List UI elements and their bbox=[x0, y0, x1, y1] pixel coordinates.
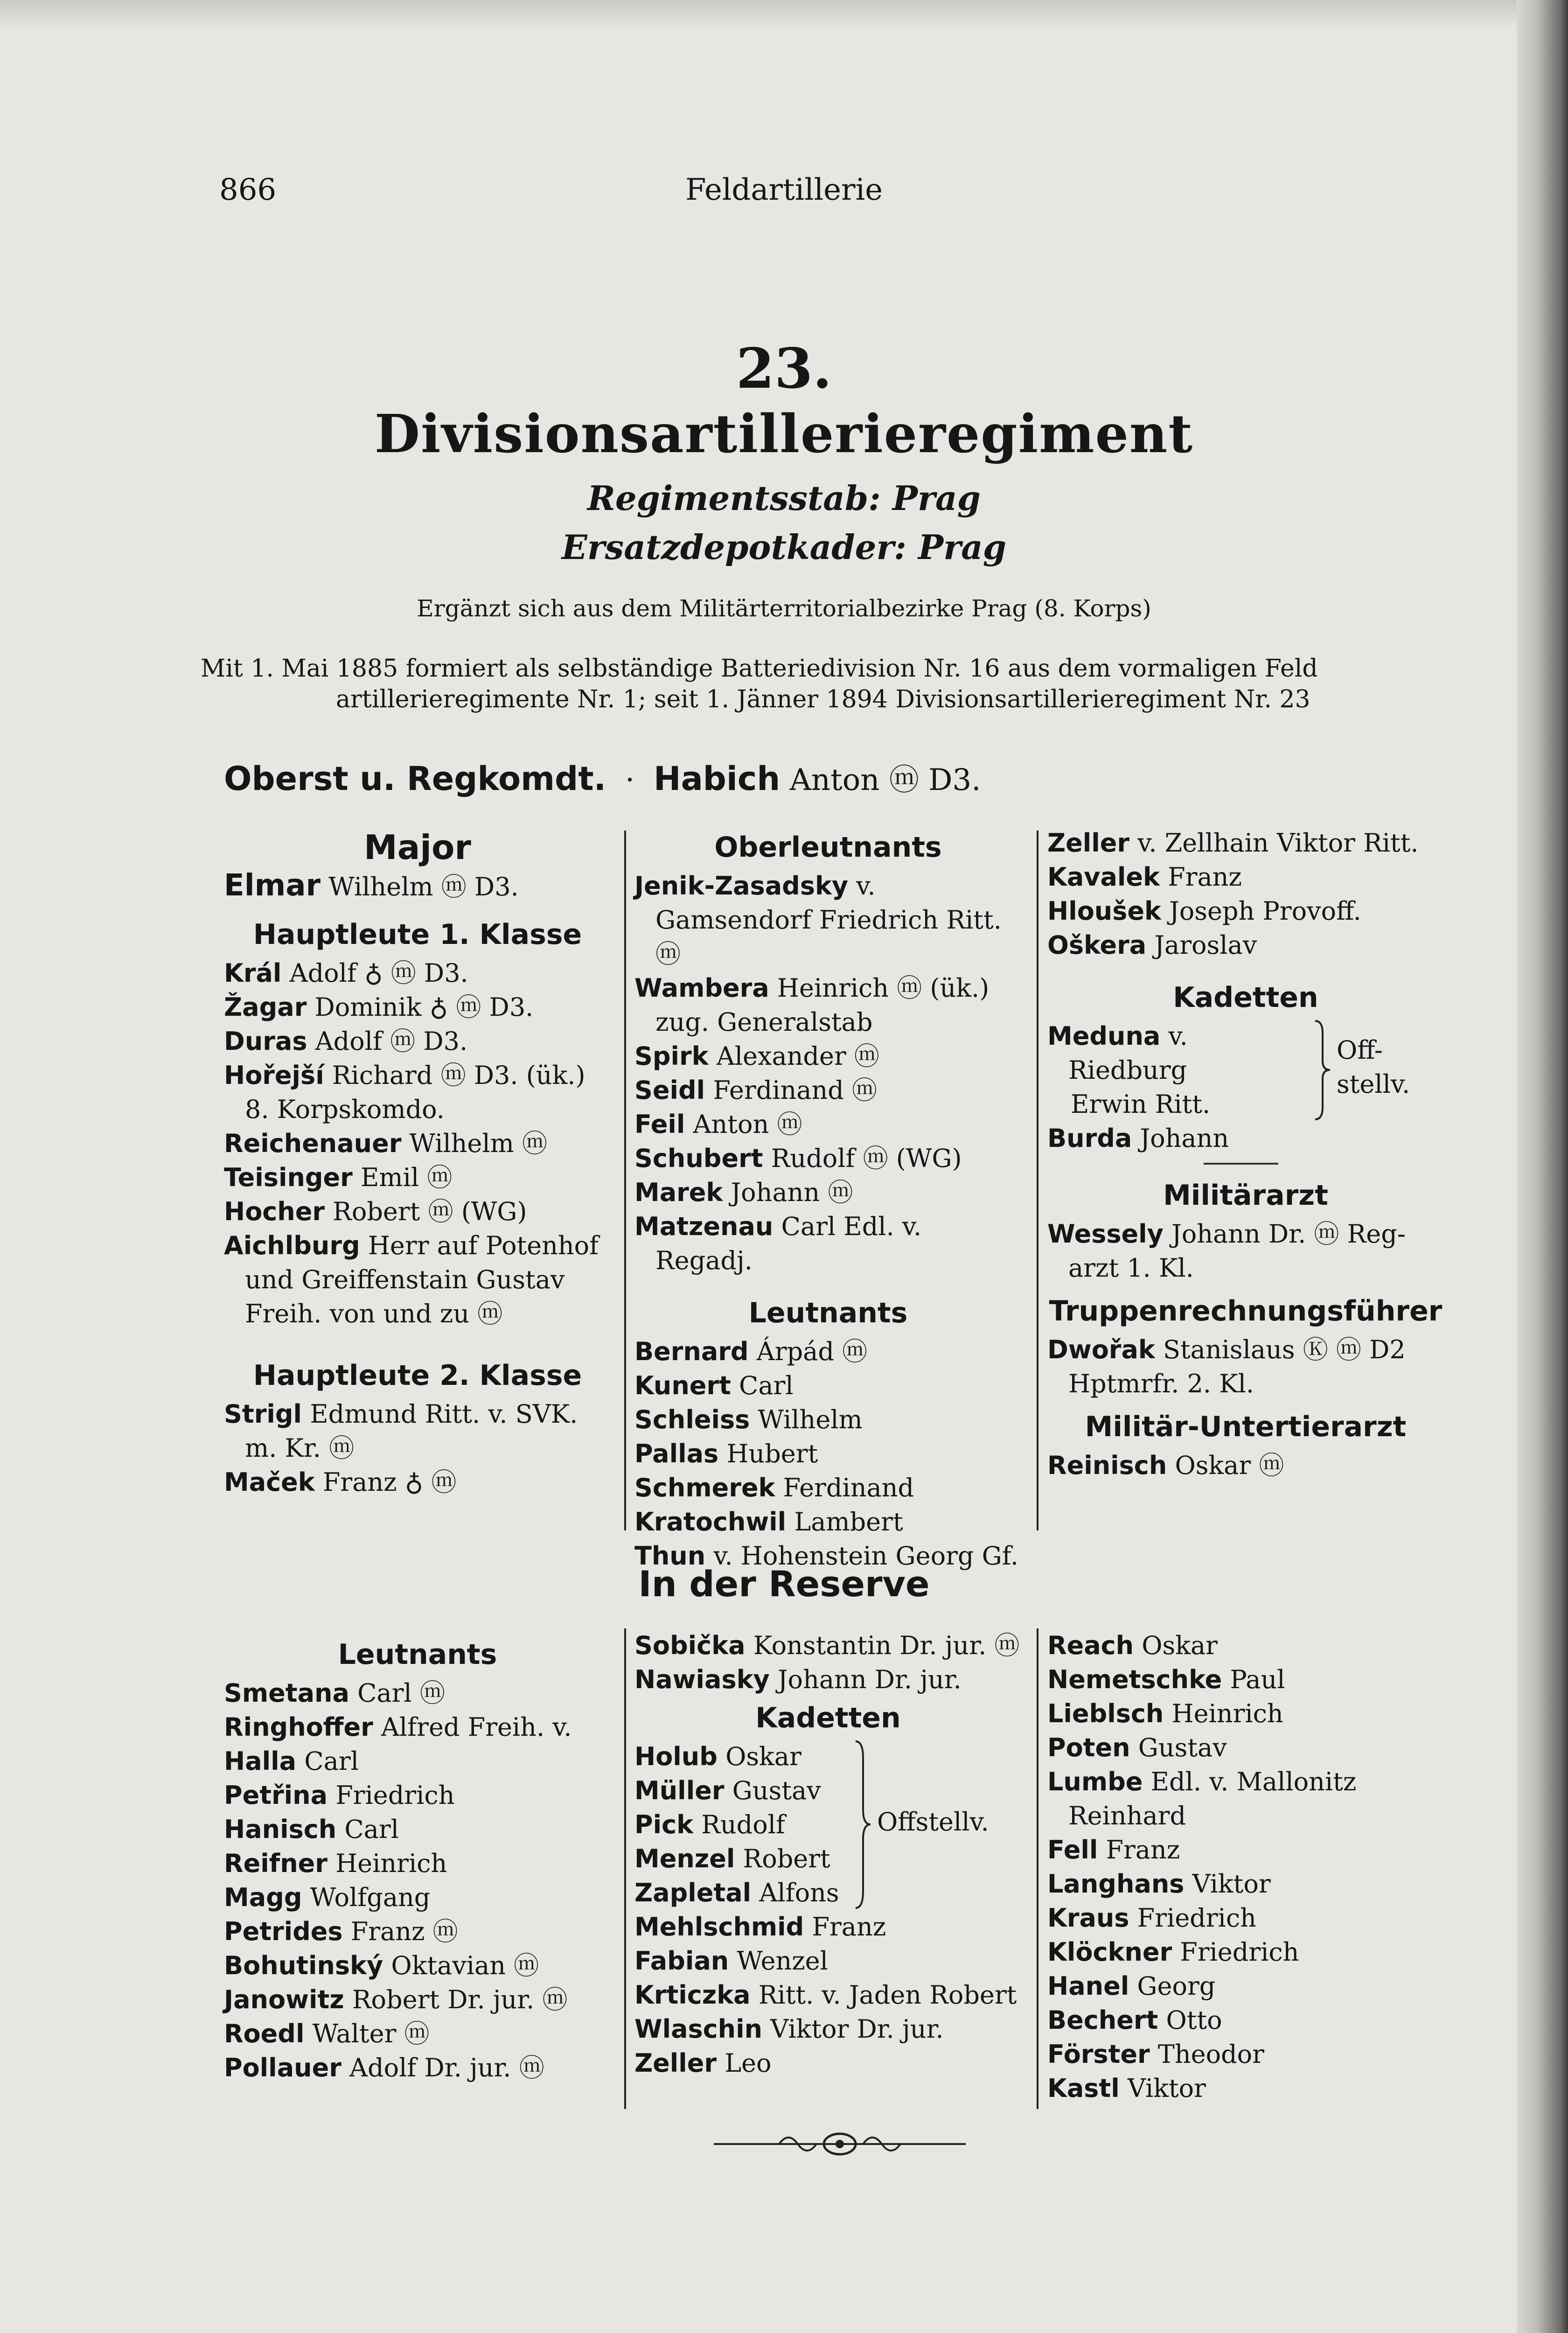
list-item bbox=[634, 1334, 1022, 1369]
list-item bbox=[634, 971, 1022, 1039]
given-name: Friedrich bbox=[335, 1781, 455, 1810]
surname: Bechert bbox=[1047, 2005, 1158, 2035]
commander-line: Oberst u. Regkomdt. · Habich Anton ⓜ D3. bbox=[224, 760, 981, 798]
given-name: Johann bbox=[1140, 1124, 1229, 1153]
surname: Reichenauer bbox=[224, 1129, 402, 1158]
list-item bbox=[1047, 826, 1444, 860]
surname: Bohutinský bbox=[224, 1951, 383, 1980]
list-item bbox=[1047, 1901, 1444, 1935]
list-item bbox=[1047, 2037, 1444, 2071]
list-item-continuation: Erwin Ritt. bbox=[1071, 1090, 1211, 1119]
list-item bbox=[634, 1978, 1022, 2012]
commander-rest: Anton ⓜ D3. bbox=[789, 763, 981, 797]
regimental-staff-line: Regimentsstab: Prag bbox=[587, 478, 981, 518]
surname: Zeller bbox=[1047, 828, 1130, 858]
surname: Petrides bbox=[224, 1917, 343, 1946]
surname: Klöckner bbox=[1047, 1937, 1172, 1967]
list-item bbox=[634, 1505, 1022, 1539]
list-item bbox=[224, 869, 611, 904]
leutnants-list bbox=[634, 1334, 1022, 1573]
given-name: Oskar ⓜ bbox=[1175, 1451, 1284, 1480]
surname: Schubert bbox=[634, 1144, 763, 1173]
major-heading: Major bbox=[364, 828, 471, 867]
given-name: Ritt. v. Jaden Robert bbox=[758, 1980, 1017, 2010]
given-name: Johann Dr. ⓜ Reg-arzt 1. Kl. bbox=[1068, 1219, 1406, 1283]
surname: Krticzka bbox=[634, 1980, 751, 2010]
surname: Pick bbox=[634, 1810, 694, 1839]
surname: Bernard bbox=[634, 1337, 749, 1366]
active-column-2 bbox=[634, 826, 1022, 1573]
given-name: v. Riedburg bbox=[1068, 1021, 1188, 1085]
given-name: Friedrich bbox=[1180, 1937, 1299, 1967]
surname: Seidl bbox=[634, 1076, 705, 1105]
given-name: Hubert bbox=[726, 1439, 818, 1468]
oberleutnants-heading: Oberleutnants bbox=[714, 831, 942, 864]
given-name: Franz bbox=[812, 1912, 886, 1942]
list-item bbox=[224, 2017, 611, 2051]
ornament-icon bbox=[709, 2125, 970, 2163]
given-name: Friedrich bbox=[1137, 1903, 1256, 1933]
list-item bbox=[1047, 2003, 1444, 2037]
surname: Feil bbox=[634, 1110, 685, 1139]
surname: Maček bbox=[224, 1467, 315, 1497]
surname: Kraus bbox=[1047, 1903, 1129, 1933]
given-name: Johann Dr. jur. bbox=[777, 1665, 962, 1694]
given-name: Gustav bbox=[732, 1776, 821, 1805]
list-item bbox=[634, 1369, 1022, 1403]
surname: Marek bbox=[634, 1178, 723, 1207]
surname: Wessely bbox=[1047, 1219, 1164, 1249]
list-item bbox=[634, 1039, 1022, 1073]
given-name: Jaroslav bbox=[1154, 930, 1257, 960]
hauptleute-2-list bbox=[224, 1397, 611, 1499]
surname: Nawiasky bbox=[634, 1665, 770, 1694]
given-name: Carl ⓜ bbox=[357, 1678, 445, 1708]
given-name: Richard ⓜ D3. (ük.) 8. Korpskomdo. bbox=[245, 1061, 585, 1124]
surname: Roedl bbox=[224, 2019, 305, 2048]
surname: Kunert bbox=[634, 1371, 731, 1400]
reserve-kadetten-note: Offstellv. bbox=[877, 1807, 989, 1837]
given-name: Wilhelm ⓜ D3. bbox=[328, 872, 519, 901]
column-rule bbox=[1037, 831, 1038, 1530]
given-name: Theodor bbox=[1157, 2040, 1264, 2069]
surname: Lumbe bbox=[1047, 1767, 1143, 1796]
given-name: Wilhelm bbox=[758, 1405, 863, 1434]
surname: Holub bbox=[634, 1742, 718, 1771]
surname: Smetana bbox=[224, 1678, 349, 1708]
list-item bbox=[224, 1744, 611, 1778]
given-name: Franz ♁ ⓜ bbox=[322, 1467, 457, 1497]
list-item bbox=[634, 1739, 1022, 1774]
truppenrechnungsfuehrer-list bbox=[1047, 1333, 1444, 1401]
list-item bbox=[224, 1846, 611, 1880]
given-name: Herr auf Potenhof und Greiffenstain Gustav Freih. von und zu ⓜ bbox=[245, 1231, 599, 1328]
given-name: Viktor bbox=[1192, 1869, 1271, 1899]
given-name: Árpád ⓜ bbox=[756, 1337, 868, 1366]
reserve-leutnants-heading: Leutnants bbox=[338, 1638, 497, 1671]
reserve-leutnants-list bbox=[224, 1676, 611, 2085]
truppenrechnungsfuehrer-heading: Truppenrechnungsführer bbox=[1049, 1295, 1443, 1327]
short-rule bbox=[1204, 1163, 1278, 1165]
given-name: Wenzel bbox=[737, 1946, 828, 1976]
list-item bbox=[634, 869, 1022, 971]
reserve-heading: In der Reserve bbox=[638, 1563, 930, 1605]
reserve-top-list bbox=[634, 1628, 1022, 1697]
given-name: Oktavian ⓜ bbox=[391, 1951, 539, 1980]
list-item bbox=[1047, 1867, 1444, 1901]
list-item bbox=[634, 2046, 1022, 2080]
given-name: Alexander ⓜ bbox=[716, 1041, 879, 1071]
given-name: Robert bbox=[743, 1844, 830, 1873]
list-item bbox=[634, 1910, 1022, 1944]
list-item bbox=[224, 1229, 611, 1331]
given-name: Franz ⓜ bbox=[350, 1917, 458, 1946]
running-title: Feldartillerie bbox=[685, 173, 883, 207]
list-item bbox=[224, 1194, 611, 1229]
militaer-untertierarzt-list bbox=[1047, 1448, 1444, 1482]
surname: Fell bbox=[1047, 1835, 1098, 1865]
surname: Hloušek bbox=[1047, 896, 1161, 926]
surname: Janowitz bbox=[224, 1985, 344, 2014]
given-name: v. Hohenstein Georg Gf. bbox=[713, 1541, 1018, 1571]
list-item bbox=[1047, 1333, 1444, 1401]
list-item bbox=[224, 1812, 611, 1846]
list-item bbox=[634, 1471, 1022, 1505]
active-column-3 bbox=[1047, 826, 1444, 1482]
given-name: Robert ⓜ (WG) bbox=[333, 1197, 527, 1226]
reserve-column-2 bbox=[634, 1628, 1022, 2080]
commander-rank: Oberst u. Regkomdt. bbox=[224, 760, 606, 798]
given-name: Oskar bbox=[725, 1742, 801, 1771]
list-item bbox=[634, 1774, 1022, 1808]
page-number: 866 bbox=[219, 173, 277, 207]
regiment-number: 23. bbox=[736, 336, 832, 401]
surname: Spirk bbox=[634, 1041, 709, 1071]
surname: Schmerek bbox=[634, 1473, 775, 1502]
kadetten-group bbox=[1047, 1019, 1444, 1155]
surname: Reinisch bbox=[1047, 1451, 1167, 1480]
surname: Poten bbox=[1047, 1733, 1130, 1762]
given-name: Walter ⓜ bbox=[312, 2019, 430, 2048]
given-name: v. Gamsendorf Friedrich Ritt. ⓜ bbox=[655, 871, 1002, 969]
surname: Reach bbox=[1047, 1631, 1134, 1660]
surname: Müller bbox=[634, 1776, 725, 1805]
militaer-untertierarzt-heading: Militär-Untertierarzt bbox=[1085, 1411, 1407, 1443]
given-name: Adolf ⓜ D3. bbox=[315, 1027, 468, 1056]
given-name: Alfred Freih. v. bbox=[381, 1712, 572, 1742]
surname: Mehlschmid bbox=[634, 1912, 804, 1942]
given-name: Johann ⓜ bbox=[731, 1178, 853, 1207]
given-name: Rudolf ⓜ (WG) bbox=[771, 1144, 962, 1173]
list-item bbox=[1047, 1833, 1444, 1867]
top-shadow bbox=[0, 0, 1568, 28]
militaerarzt-heading: Militärarzt bbox=[1163, 1179, 1328, 1212]
formation-line-1: Mit 1. Mai 1885 formiert als selbständige Batteriedivision Nr. 16 aus dem vormaligen Feld bbox=[201, 655, 1318, 683]
oberleutnants-continued-list bbox=[1047, 826, 1444, 962]
list-item bbox=[224, 1949, 611, 1983]
surname: Matzenau bbox=[634, 1212, 774, 1241]
surname: Oškera bbox=[1047, 930, 1147, 960]
depot-line: Ersatzdepotkader: Prag bbox=[561, 527, 1007, 567]
list-item bbox=[1047, 1935, 1444, 1969]
list-item bbox=[1047, 1217, 1444, 1285]
list-item bbox=[1047, 1628, 1444, 1662]
recruitment-line: Ergänzt sich aus dem Militärterritorialbezirke Prag (8. Korps) bbox=[417, 595, 1151, 622]
list-item bbox=[634, 1403, 1022, 1437]
given-name: Heinrich bbox=[1171, 1699, 1283, 1728]
surname: Thun bbox=[634, 1541, 706, 1571]
given-name: Dominik ♁ ⓜ D3. bbox=[314, 992, 534, 1022]
list-item bbox=[224, 1983, 611, 2017]
given-name: Anton ⓜ bbox=[693, 1110, 802, 1139]
active-column-1 bbox=[224, 826, 611, 1499]
list-item bbox=[634, 1209, 1022, 1278]
commander-surname: Habich bbox=[653, 760, 781, 798]
list-item bbox=[224, 1778, 611, 1812]
list-item bbox=[634, 1662, 1022, 1697]
given-name: Stanislaus Ⓚ ⓜ D2 Hptmrfr. 2. Kl. bbox=[1068, 1335, 1406, 1398]
surname: Reifner bbox=[224, 1849, 328, 1878]
list-item bbox=[224, 1880, 611, 1914]
given-name: Heinrich ⓜ (ük.) zug. Generalstab bbox=[655, 973, 990, 1037]
list-item bbox=[1047, 860, 1444, 894]
reserve-column-1 bbox=[224, 1633, 611, 2085]
hauptleute-1-list bbox=[224, 956, 611, 1331]
given-name: Carl bbox=[304, 1746, 359, 1776]
brace-icon bbox=[1313, 1019, 1332, 1121]
list-item bbox=[1047, 1765, 1444, 1833]
surname: Menzel bbox=[634, 1844, 735, 1873]
list-item bbox=[1047, 1731, 1444, 1765]
list-item bbox=[1047, 1662, 1444, 1697]
surname: Kavalek bbox=[1047, 862, 1160, 892]
given-name: Wolfgang bbox=[310, 1883, 431, 1912]
list-item bbox=[224, 1160, 611, 1194]
oberleutnants-list bbox=[634, 869, 1022, 1278]
surname: Wambera bbox=[634, 973, 769, 1003]
list-item bbox=[224, 1397, 611, 1465]
hauptleute-2-heading: Hauptleute 2. Klasse bbox=[253, 1359, 582, 1392]
list-item bbox=[634, 1944, 1022, 1978]
given-name: Carl Edl. v. Regadj. bbox=[655, 1212, 922, 1275]
surname: Nemetschke bbox=[1047, 1665, 1222, 1694]
surname: Duras bbox=[224, 1027, 307, 1056]
given-name: Gustav bbox=[1138, 1733, 1227, 1762]
reserve-kadetten-group bbox=[634, 1739, 1022, 1910]
surname: Zeller bbox=[634, 2048, 717, 2078]
surname: Hořejší bbox=[224, 1061, 324, 1090]
list-item bbox=[1047, 894, 1444, 928]
surname: Langhans bbox=[1047, 1869, 1185, 1899]
surname: Hanisch bbox=[224, 1815, 337, 1844]
given-name: Konstantin Dr. jur. ⓜ bbox=[753, 1631, 1020, 1660]
surname: Jenik-Zasadsky bbox=[634, 871, 849, 901]
list-item bbox=[634, 1107, 1022, 1141]
reserve-kadetten-list-continued bbox=[634, 1910, 1022, 2080]
given-name: Edl. v. Mallonitz Reinhard bbox=[1068, 1767, 1357, 1830]
list-item bbox=[1047, 1019, 1309, 1087]
surname: Teisinger bbox=[224, 1163, 353, 1192]
surname: Kastl bbox=[1047, 2074, 1120, 2103]
kadetten-note: Off-stellv. bbox=[1337, 1035, 1410, 1099]
given-name: Oskar bbox=[1142, 1631, 1218, 1660]
given-name: Otto bbox=[1166, 2005, 1222, 2035]
surname: Kratochwil bbox=[634, 1507, 787, 1537]
column-rule bbox=[1037, 1628, 1038, 2109]
reserve-kadetten-heading: Kadetten bbox=[755, 1702, 901, 1734]
list-item bbox=[224, 1058, 611, 1126]
given-name: Viktor bbox=[1127, 2074, 1206, 2103]
surname: Sobička bbox=[634, 1631, 746, 1660]
surname: Hanel bbox=[1047, 1971, 1129, 2001]
list-item bbox=[1047, 1969, 1444, 2003]
formation-history bbox=[201, 653, 1423, 715]
list-item bbox=[224, 1710, 611, 1744]
list-item bbox=[224, 1465, 611, 1499]
surname: Pallas bbox=[634, 1439, 719, 1468]
surname: Hocher bbox=[224, 1197, 325, 1226]
surname: Magg bbox=[224, 1883, 302, 1912]
surname: Pollauer bbox=[224, 2053, 341, 2082]
given-name: Franz bbox=[1106, 1835, 1180, 1865]
list-item bbox=[224, 1676, 611, 1710]
surname: Wlaschin bbox=[634, 2014, 763, 2044]
surname: Žagar bbox=[224, 992, 307, 1022]
column-rule bbox=[624, 831, 626, 1530]
list-item bbox=[224, 990, 611, 1024]
surname: Strigl bbox=[224, 1399, 302, 1429]
surname: Meduna bbox=[1047, 1021, 1161, 1051]
list-item bbox=[1047, 1121, 1309, 1155]
column-rule bbox=[624, 1628, 626, 2109]
given-name: Ferdinand ⓜ bbox=[713, 1076, 877, 1105]
formation-line-2: artillerieregimente Nr. 1; seit 1. Jänner 1894 Divisionsartillerieregiment Nr. 23 bbox=[336, 685, 1310, 713]
given-name: v. Zellhain Viktor Ritt. bbox=[1137, 828, 1419, 858]
leutnants-heading: Leutnants bbox=[748, 1297, 908, 1329]
surname: Lieblsch bbox=[1047, 1699, 1164, 1728]
list-item bbox=[1047, 1448, 1444, 1482]
given-name: Viktor Dr. jur. bbox=[770, 2014, 944, 2044]
surname: Fabian bbox=[634, 1946, 729, 1976]
regiment-title: Divisionsartillerieregiment bbox=[374, 404, 1194, 465]
given-name: Robert Dr. jur. ⓜ bbox=[352, 1985, 568, 2014]
list-item bbox=[1047, 928, 1444, 962]
list-item bbox=[634, 1073, 1022, 1107]
given-name: Rudolf bbox=[701, 1810, 785, 1839]
surname: Elmar bbox=[224, 868, 321, 903]
brace-icon bbox=[854, 1739, 872, 1910]
surname: Zapletal bbox=[634, 1878, 752, 1907]
given-name: Alfons bbox=[759, 1878, 839, 1907]
list-item bbox=[224, 2051, 611, 2085]
surname: Král bbox=[224, 958, 282, 988]
given-name: Franz bbox=[1168, 862, 1242, 892]
given-name: Joseph Provoff. bbox=[1169, 896, 1361, 926]
list-item bbox=[224, 956, 611, 990]
given-name: Carl bbox=[344, 1815, 399, 1844]
list-item bbox=[634, 1141, 1022, 1175]
list-item bbox=[1047, 2071, 1444, 2105]
given-name: Adolf ♁ ⓜ D3. bbox=[289, 958, 468, 988]
surname: Schleiss bbox=[634, 1405, 750, 1434]
list-item bbox=[634, 1175, 1022, 1209]
given-name: Paul bbox=[1230, 1665, 1285, 1694]
given-name: Wilhelm ⓜ bbox=[409, 1129, 548, 1158]
surname: Halla bbox=[224, 1746, 297, 1776]
list-item bbox=[224, 1914, 611, 1949]
list-item bbox=[634, 1437, 1022, 1471]
given-name: Lambert bbox=[794, 1507, 903, 1537]
given-name: Georg bbox=[1137, 1971, 1216, 2001]
given-name: Ferdinand bbox=[783, 1473, 914, 1502]
list-item bbox=[224, 1126, 611, 1160]
surname: Petřina bbox=[224, 1781, 328, 1810]
surname: Dwořak bbox=[1047, 1335, 1155, 1364]
list-item bbox=[1047, 1697, 1444, 1731]
surname: Ringhoffer bbox=[224, 1712, 373, 1742]
surname: Förster bbox=[1047, 2040, 1150, 2069]
list-item bbox=[634, 2012, 1022, 2046]
surname: Burda bbox=[1047, 1124, 1132, 1153]
hauptleute-1-heading: Hauptleute 1. Klasse bbox=[253, 918, 582, 951]
reserve-column-3 bbox=[1047, 1628, 1444, 2105]
surname: Aichlburg bbox=[224, 1231, 360, 1260]
reserve-names-list bbox=[1047, 1628, 1444, 2105]
list-item bbox=[634, 1876, 1022, 1910]
given-name: Adolf Dr. jur. ⓜ bbox=[349, 2053, 544, 2082]
list-item bbox=[634, 1628, 1022, 1662]
given-name: Carl bbox=[739, 1371, 794, 1400]
list-item bbox=[634, 1842, 1022, 1876]
given-name: Emil ⓜ bbox=[360, 1163, 453, 1192]
kadetten-heading: Kadetten bbox=[1173, 981, 1318, 1014]
list-item bbox=[224, 1024, 611, 1058]
given-name: Leo bbox=[725, 2048, 772, 2078]
militaerarzt-list bbox=[1047, 1217, 1444, 1285]
given-name: Heinrich bbox=[335, 1849, 447, 1878]
given-name: Edmund Ritt. v. SVK. m. Kr. ⓜ bbox=[245, 1399, 578, 1463]
